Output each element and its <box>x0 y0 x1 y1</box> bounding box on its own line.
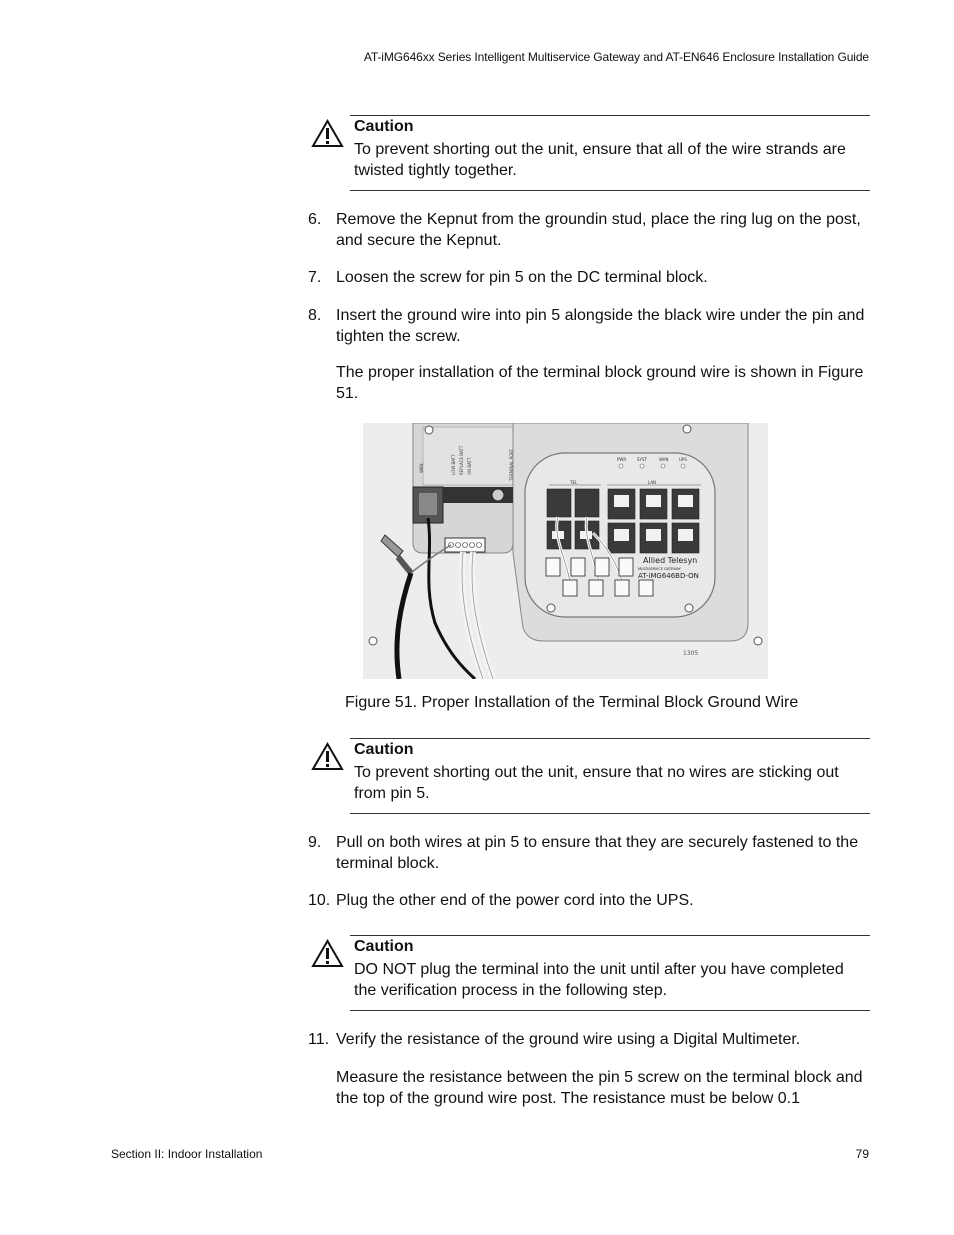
step-number: 11. <box>308 1031 330 1048</box>
running-header: AT-iMG646xx Series Intelligent Multiservice Gateway and AT-EN646 Enclosure Installation Guide <box>363 50 869 64</box>
step-text: Pull on both wires at pin 5 to ensure that they are securely fastened to the terminal block. <box>336 834 859 872</box>
svg-text:REPLACE BATT: REPLACE BATT <box>459 445 464 475</box>
measurement-paragraph: Measure the resistance between the pin 5 screw on the terminal block and the top of the ground wire post. The resistance must be below 0.1 <box>336 1069 863 1107</box>
step-text: Verify the resistance of the ground wire using a Digital Multimeter. <box>336 1031 801 1048</box>
step-text: Plug the other end of the power cord into the UPS. <box>336 892 694 909</box>
subbrand-label: MULTISERVICE GATEWAY <box>638 567 681 571</box>
page-number: 79 <box>855 1147 869 1161</box>
step-number: 9. <box>308 834 322 851</box>
figure-reference-paragraph: The proper installation of the terminal block ground wire is shown in Figure 51. <box>336 364 864 402</box>
model-label: AT-iMG646BD-ON <box>638 572 699 580</box>
divider <box>350 935 870 936</box>
step-number: 8. <box>308 307 322 324</box>
divider <box>350 115 870 116</box>
caution-text: To prevent shorting out the unit, ensure that no wires are sticking out from pin 5. <box>354 764 839 802</box>
footer-section: Section II: Indoor Installation <box>111 1147 263 1161</box>
step-number: 6. <box>308 211 322 228</box>
step-number: 10. <box>308 892 331 909</box>
caution-box <box>308 115 870 191</box>
terminal-port-label: TERMINAL PORT <box>509 448 514 481</box>
gateway-wiring-illustration <box>363 423 768 679</box>
figure-51-illustration <box>363 423 768 679</box>
step-text: Remove the Kepnut from the groundin stud, place the ring lug on the post, and secure the Kepnut. <box>336 211 861 249</box>
caution-text: DO NOT plug the terminal into the unit until after you have completed the verification process in the following step. <box>354 961 844 999</box>
caution-title: Caution <box>354 118 414 135</box>
syst-led-label: SYST <box>637 457 647 462</box>
caution-title: Caution <box>354 938 414 955</box>
divider <box>350 190 870 191</box>
figure-caption: Figure 51. Proper Installation of the Terminal Block Ground Wire <box>345 694 799 711</box>
figure-id-label: 1305 <box>683 650 699 657</box>
caution-title: Caution <box>354 741 414 758</box>
svg-text:WAN: WAN <box>419 463 424 473</box>
tel-label: TEL <box>570 480 578 485</box>
step-text: Insert the ground wire into pin 5 alongside the black wire under the pin and tighten the screw. <box>336 307 865 345</box>
divider <box>350 738 870 739</box>
step-text: Loosen the screw for pin 5 on the DC terminal block. <box>336 269 708 286</box>
ups-led-label: UPS <box>679 457 687 462</box>
lan-label: LAN <box>648 480 657 485</box>
brand-label: Allied Telesyn <box>643 556 698 565</box>
wan-led-label: WAN <box>659 457 669 462</box>
caution-box <box>308 738 870 814</box>
warning-icon <box>311 119 344 148</box>
divider <box>350 813 870 814</box>
svg-text:ON BATT: ON BATT <box>467 457 472 475</box>
svg-text:LOW BATT: LOW BATT <box>451 454 456 475</box>
caution-box <box>308 935 870 1011</box>
warning-icon <box>311 742 344 771</box>
warning-icon <box>311 939 344 968</box>
divider <box>350 1010 870 1011</box>
pwr-led-label: PWR <box>617 457 627 462</box>
caution-text: To prevent shorting out the unit, ensure that all of the wire strands are twisted tightly together. <box>354 141 846 179</box>
step-number: 7. <box>308 269 322 286</box>
